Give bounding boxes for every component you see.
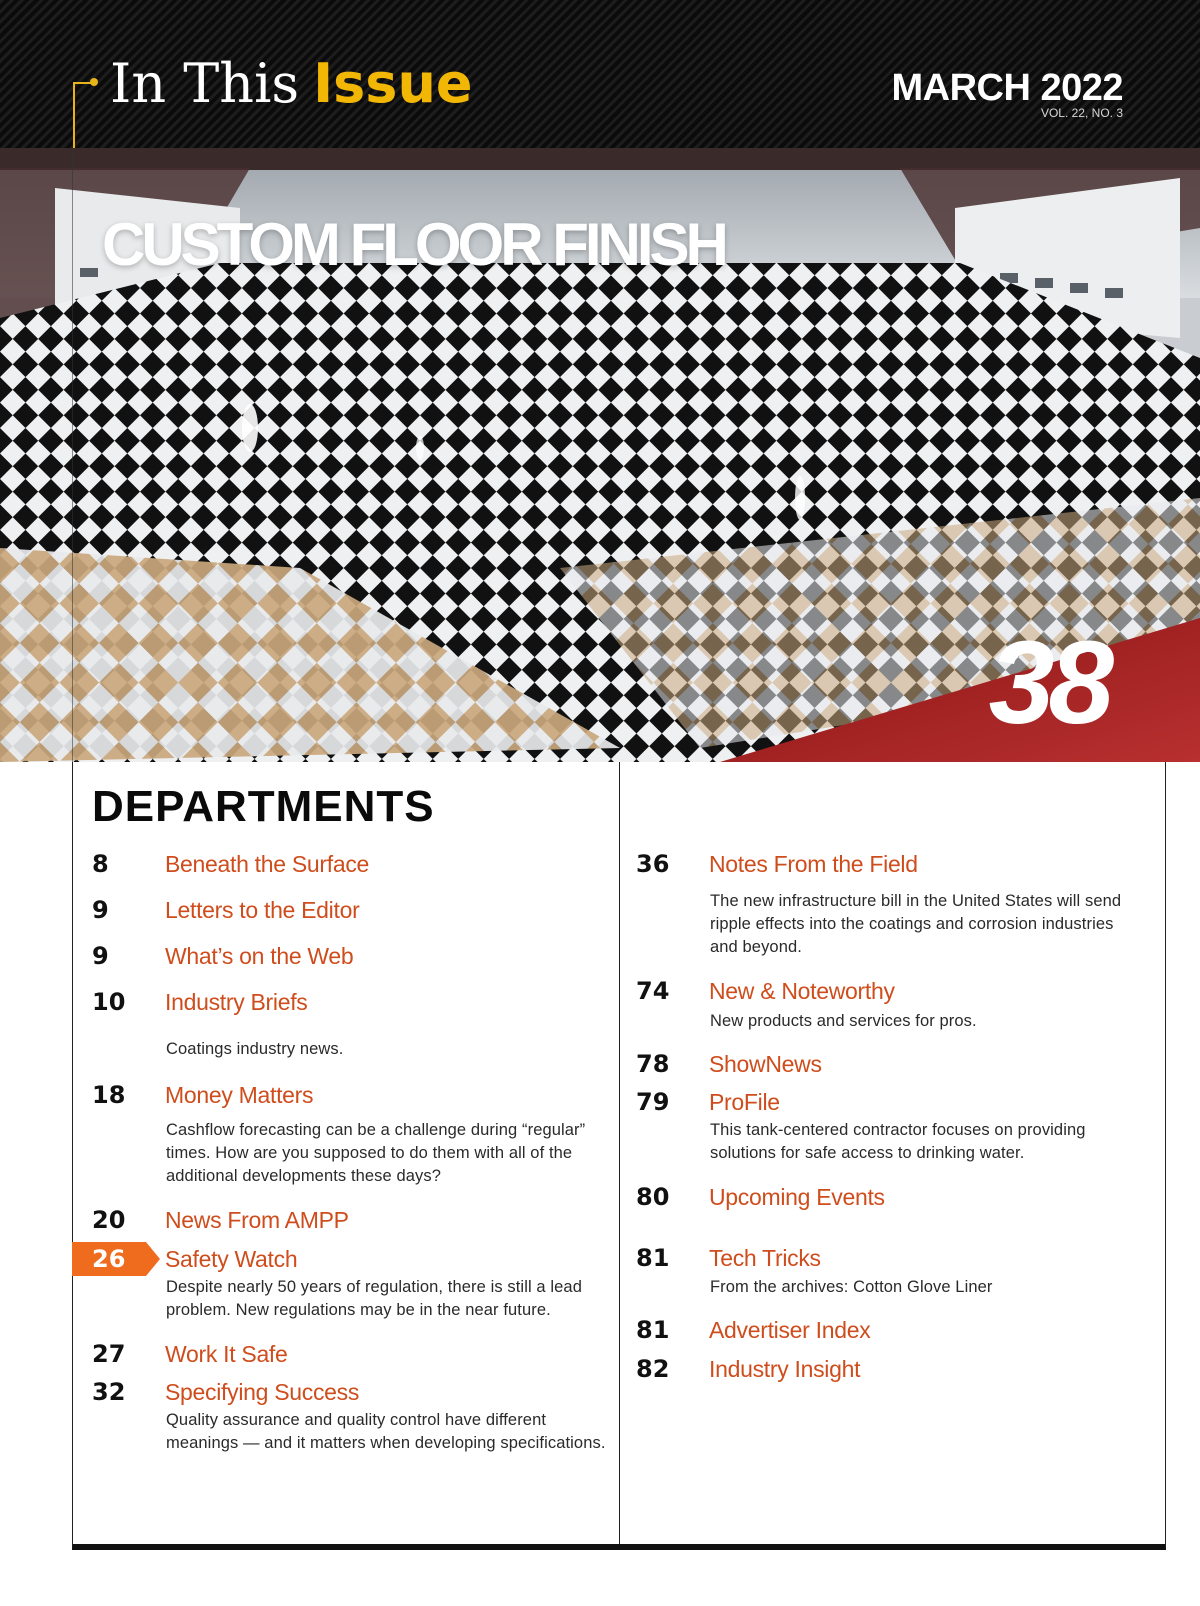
entry-description: The new infrastructure bill in the United States will send ripple effects into the coatings and corrosion industries and beyond.	[710, 892, 1122, 956]
feature-headline[interactable]: CUSTOM FLOOR FINISH	[102, 211, 725, 278]
page-number: 9	[92, 942, 109, 970]
entry-description: From the archives: Cotton Glove Liner	[710, 1278, 993, 1296]
entry-title-link[interactable]: ProFile	[709, 1089, 780, 1115]
entry-title-link[interactable]: Work It Safe	[165, 1341, 288, 1367]
page-title	[110, 52, 473, 116]
entry-title-link[interactable]: Industry Briefs	[165, 989, 308, 1015]
page-number: 20	[92, 1206, 126, 1234]
frame-guide-line	[72, 148, 73, 762]
entry-title-link[interactable]: Upcoming Events	[709, 1184, 885, 1210]
header-bracket-dot	[90, 78, 98, 86]
entry-title-link[interactable]: Beneath the Surface	[165, 851, 370, 877]
feature-page-number[interactable]: 38	[988, 617, 1108, 749]
page-number: 80	[636, 1183, 670, 1211]
issue-date: MARCH 2022	[891, 67, 1123, 109]
entry-description: This tank-centered contractor focuses on providing solutions for safe access to drinking water.	[710, 1121, 1086, 1162]
entry-title-link[interactable]: New & Noteworthy	[709, 978, 895, 1004]
page-number: 26	[92, 1245, 126, 1273]
page-title-in-this: In This	[110, 52, 300, 115]
page-number: 81	[636, 1244, 670, 1272]
entry-title-link[interactable]: Safety Watch	[165, 1246, 298, 1272]
page-number: 10	[92, 988, 126, 1016]
entry-description: Quality assurance and quality control have different meanings — and it matters when developing specifications.	[166, 1411, 606, 1452]
entry-title-link[interactable]: Industry Insight	[709, 1356, 861, 1382]
page-number: 32	[92, 1378, 126, 1406]
page-title-issue: Issue	[313, 52, 473, 115]
entry-title-link[interactable]: Tech Tricks	[709, 1245, 821, 1271]
entry-description: New products and services for pros.	[710, 1012, 977, 1030]
page-number: 78	[636, 1050, 670, 1078]
entry-title-link[interactable]: News From AMPP	[165, 1207, 349, 1233]
entry-title-link[interactable]: Advertiser Index	[709, 1317, 871, 1343]
entry-title-link[interactable]: Letters to the Editor	[165, 897, 360, 923]
page-number: 27	[92, 1340, 126, 1368]
page-number: 81	[636, 1316, 670, 1344]
entry-description: Coatings industry news.	[166, 1040, 344, 1058]
entry-title-link[interactable]: ShowNews	[709, 1051, 822, 1077]
entry-title-link[interactable]: Specifying Success	[165, 1379, 360, 1405]
entry-title-link[interactable]: Notes From the Field	[709, 851, 918, 877]
page-number: 79	[636, 1088, 670, 1116]
entry-title-link[interactable]: Money Matters	[165, 1082, 314, 1108]
issue-volume: VOL. 22, NO. 3	[1040, 106, 1123, 120]
header-bracket-decoration	[73, 82, 95, 150]
page-number: 74	[636, 977, 670, 1005]
page-number: 36	[636, 850, 670, 878]
page-number: 9	[92, 896, 109, 924]
feature-image[interactable]	[0, 148, 1200, 762]
page-number: 18	[92, 1081, 126, 1109]
page-number: 82	[636, 1355, 670, 1383]
departments-heading: DEPARTMENTS	[92, 782, 435, 831]
entry-title-link[interactable]: What’s on the Web	[165, 943, 354, 969]
column-divider	[619, 762, 620, 1544]
entry-description: Cashflow forecasting can be a challenge during “regular” times. How are you supposed to do them with all of the additional developments these days?	[166, 1121, 586, 1185]
page-number: 8	[92, 850, 109, 878]
entry-description: Despite nearly 50 years of regulation, there is still a lead problem. New regulations may be in the near future.	[166, 1278, 582, 1319]
